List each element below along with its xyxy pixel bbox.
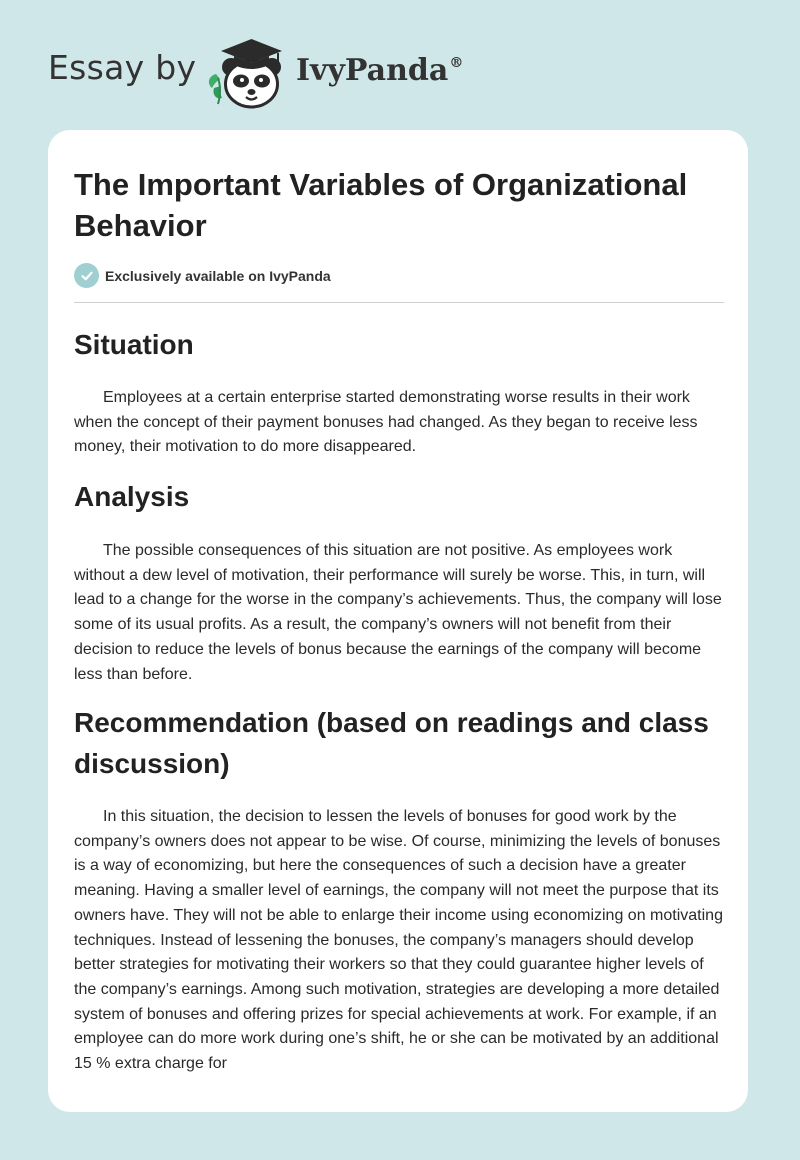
section-heading-situation: Situation bbox=[74, 329, 194, 360]
essay-by-label: Essay by bbox=[48, 48, 197, 87]
registered-mark: ® bbox=[449, 55, 464, 71]
ivypanda-logo-icon[interactable] bbox=[204, 34, 294, 110]
section-heading-analysis: Analysis bbox=[74, 481, 190, 512]
divider bbox=[74, 302, 724, 303]
section-paragraph-analysis: The possible consequences of this situation are not positive. As employees work without a dew level of motivation, their performance will surely be worse. This, in turn, will lead to a change for the worse in the company’s achievements. Thus, the company will lose some of its usual profits. As a result, the company’s owners will not benefit from their decision to reduce the levels of bonus because the earnings of the company will become less than before. bbox=[74, 542, 722, 683]
section-paragraph-recommendation: In this situation, the decision to lessen the levels of bonuses for good work by the company’s owners does not appear to be wise. Of course, minimizing the levels of bonuses is a way of economizing, but here the consequences of such a decision have a greater meaning. Having a smaller level of earnings, the company will not meet the purpose that its owners have. They will not be able to enlarge their income using economizing on motivating techniques. Instead of lessening the bonuses, the company’s managers should develop better strategies for motivating their workers so that they could guarantee higher levels of the company’s earnings. Among such motivation, strategies are developing a more detailed system of bonuses and offering prizes for special achievements at work. For example, if an employee can do more work during one’s shift, he or she can be motivated by an additional 15 % extra charge for bbox=[74, 808, 723, 1073]
site-header bbox=[0, 0, 800, 130]
exclusive-label: Exclusively available on IvyPanda bbox=[105, 267, 331, 284]
section-heading-recommendation: Recommendation (based on readings and class discussion) bbox=[74, 707, 709, 779]
brand-name[interactable]: IvyPanda® bbox=[296, 53, 464, 88]
essay-card bbox=[48, 130, 748, 1112]
check-icon bbox=[74, 263, 99, 288]
exclusive-badge bbox=[74, 263, 331, 288]
section-paragraph-situation: Employees at a certain enterprise started demonstrating worse results in their work when the concept of their payment bonuses had changed. As they began to receive less money, their motivation to do more disappeared. bbox=[74, 389, 698, 456]
essay-title: The Important Variables of Organizational Behavior bbox=[74, 167, 688, 243]
